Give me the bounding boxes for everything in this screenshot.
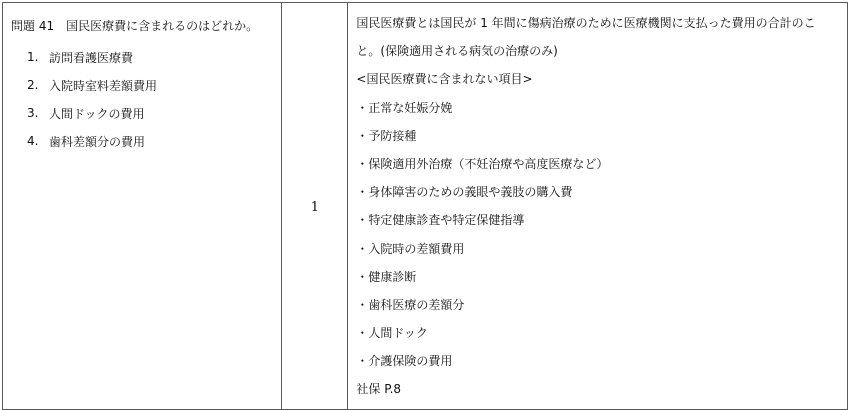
exclusion-item-text: 予防接種 [368, 128, 417, 143]
answer-cell [282, 7, 348, 409]
exclusion-item-text: 身体障害のための義眼や義肢の購入費 [368, 185, 573, 200]
option-item [11, 43, 275, 71]
exclusion-item [356, 324, 841, 352]
option-number: 1. [27, 50, 39, 64]
option-item [11, 71, 275, 99]
exclusion-item [356, 183, 841, 211]
exclusion-item [356, 127, 841, 155]
bullet-mark: ・ [356, 354, 369, 369]
question-cell [3, 7, 282, 409]
explanation-line: 国民医療費とは国民が 1 年間に傷病治療のために医療機関に支払った費用の合計のこ [356, 16, 816, 30]
explanation-cell [348, 7, 848, 409]
bullet-mark: ・ [356, 297, 369, 312]
question-text: 国民医療費に含まれるのはどれか。 [66, 18, 259, 33]
bullet-mark: ・ [356, 100, 369, 115]
exclusion-item-text: 人間ドック [368, 326, 428, 341]
exclusion-item [356, 352, 841, 380]
bullet-mark: ・ [356, 156, 369, 171]
answer-value: 1 [310, 200, 319, 216]
exclusion-heading: <国民医療費に含まれない項目> [356, 72, 533, 87]
option-text: 人間ドックの費用 [49, 106, 145, 121]
bullet-mark: ・ [356, 269, 369, 284]
exclusion-item-text: 保険適用外治療（不妊治療や高度医療など） [368, 156, 609, 171]
exclusion-item [356, 99, 841, 127]
bullet-mark: ・ [356, 185, 369, 200]
exclusion-item-text: 健康診断 [368, 269, 417, 284]
exclusion-item-text: 正常な妊娠分娩 [368, 100, 453, 115]
question-answer-table [2, 2, 848, 410]
option-item [11, 127, 275, 155]
explanation-line: と。(保険適用される病気の治療のみ) [356, 44, 558, 59]
option-text: 訪問看護医療費 [49, 50, 134, 65]
option-number: 4. [27, 134, 39, 148]
table-row [3, 7, 848, 409]
exclusion-item-text: 入院時の差額費用 [368, 241, 465, 256]
exclusion-item [356, 240, 841, 268]
option-item [11, 99, 275, 127]
exclusion-item [356, 155, 841, 183]
exclusion-item-text: 特定健康診査や特定保健指導 [368, 213, 525, 228]
exclusion-item-text: 介護保険の費用 [368, 354, 453, 369]
reference-text: 社保 P.8 [356, 382, 402, 397]
option-number: 3. [27, 106, 39, 120]
question-heading [11, 15, 275, 35]
bullet-mark: ・ [356, 213, 369, 228]
option-list [11, 43, 275, 155]
bullet-mark: ・ [356, 326, 369, 341]
question-number: 問題 41 [11, 18, 55, 33]
option-number: 2. [27, 78, 39, 92]
option-text: 入院時室料差額費用 [49, 78, 158, 93]
exclusion-item [356, 296, 841, 324]
exclusion-item [356, 211, 841, 239]
option-text: 歯科差額分の費用 [49, 134, 146, 149]
exclusion-item-text: 歯科医療の差額分 [368, 297, 465, 312]
bullet-mark: ・ [356, 241, 369, 256]
bullet-mark: ・ [356, 128, 369, 143]
exclusion-item [356, 268, 841, 296]
